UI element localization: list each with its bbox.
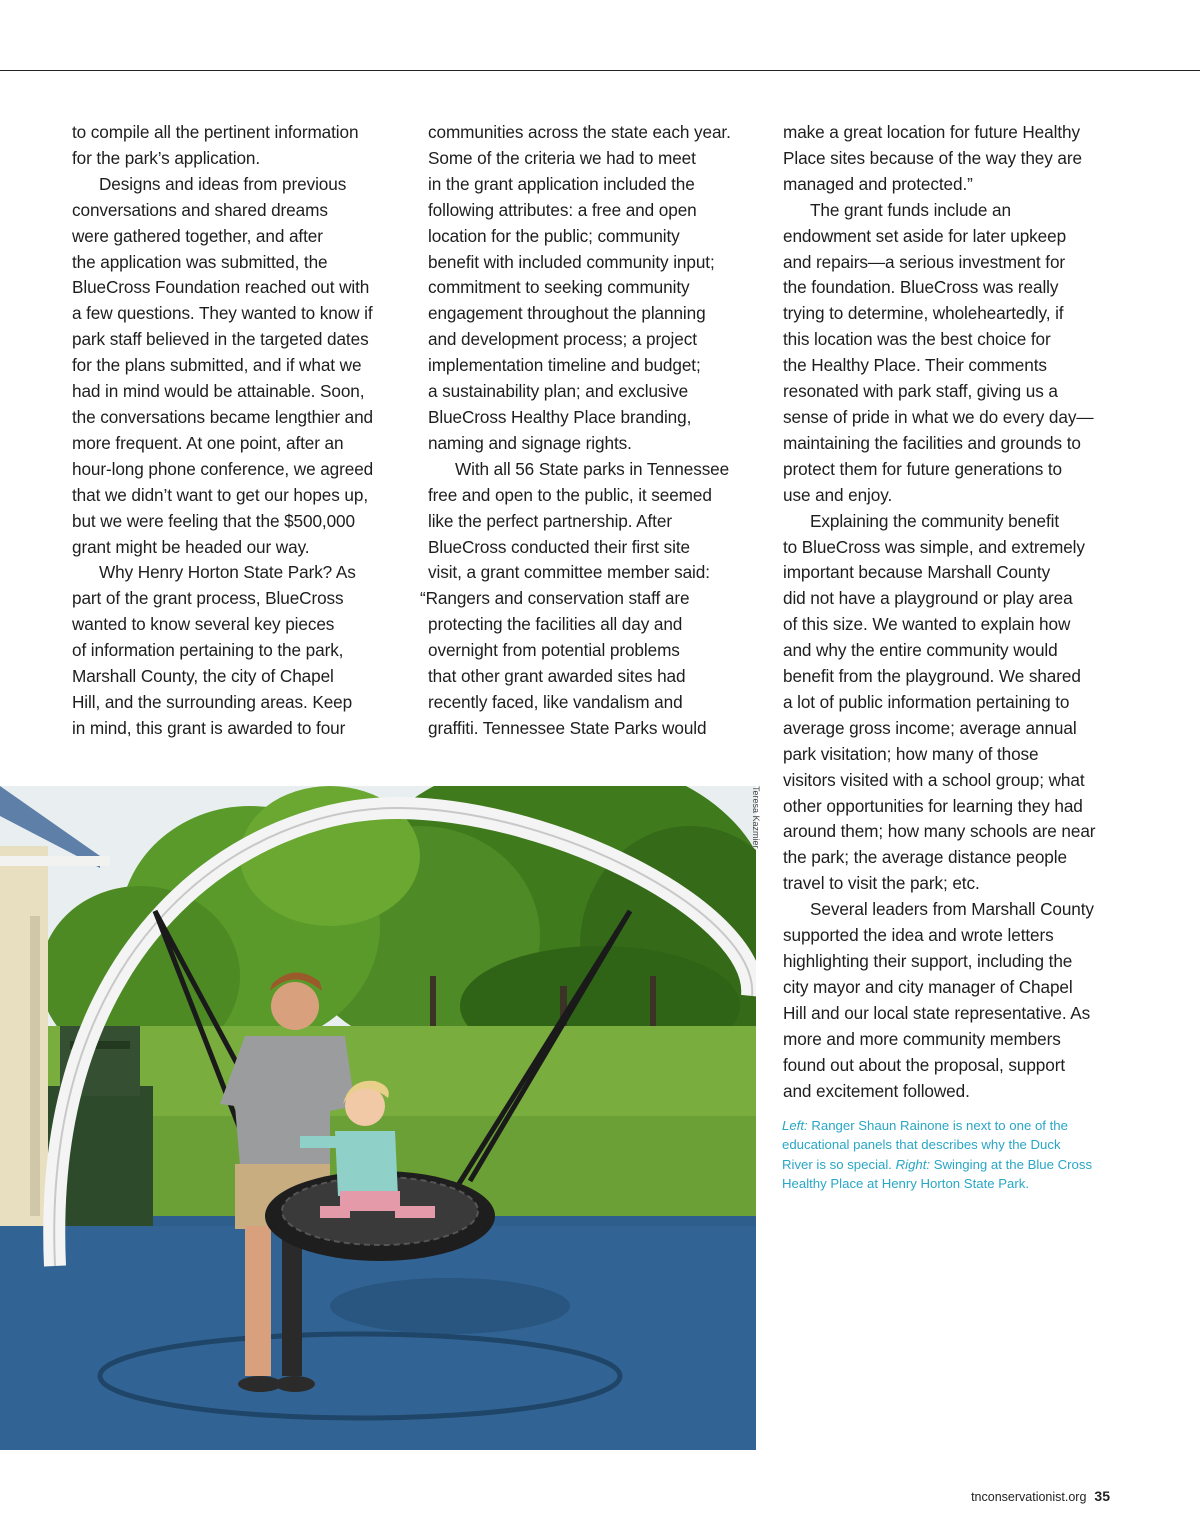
- text-line: Place sites because of the way they are: [783, 147, 1082, 168]
- text-line: a lot of public information pertaining to: [783, 691, 1070, 712]
- text-line: and why the entire community would: [783, 640, 1058, 661]
- text-line: engagement throughout the planning: [428, 303, 706, 324]
- top-rule: [0, 70, 1200, 71]
- article-column-1: [72, 120, 408, 742]
- photo-illustration: [0, 786, 756, 1450]
- text-line: more frequent. At one point, after an: [72, 432, 344, 453]
- page-number: 35: [1094, 1488, 1110, 1504]
- text-line: Why Henry Horton State Park? As: [99, 562, 356, 583]
- page-footer: [971, 1488, 1110, 1504]
- text-line: Explaining the community benefit: [810, 510, 1060, 531]
- text-line: that we didn’t want to get our hopes up,: [72, 484, 369, 505]
- text-line: protect them for future generations to: [783, 458, 1062, 479]
- text-line: make a great location for future Healthy: [783, 122, 1080, 142]
- text-line: “Rangers and conservation staff are: [420, 588, 690, 609]
- text-line: Several leaders from Marshall County: [810, 899, 1094, 920]
- text-line: overnight from potential problems: [428, 640, 680, 661]
- text-line: but we were feeling that the $500,000: [72, 510, 355, 531]
- text-line: the application was submitted, the: [72, 251, 328, 272]
- caption-line: [782, 1155, 1122, 1174]
- text-line: average gross income; average annual: [783, 717, 1077, 738]
- caption-left-label: Left:: [782, 1118, 808, 1133]
- text-line: the conversations became lengthier and: [72, 406, 373, 427]
- text-line: hour-long phone conference, we agreed: [72, 458, 374, 479]
- text-line: protecting the facilities all day and: [428, 614, 683, 635]
- text-line: found out about the proposal, support: [783, 1054, 1066, 1075]
- text-line: benefit with included community input;: [428, 251, 715, 272]
- text-line: had in mind would be attainable. Soon,: [72, 381, 365, 402]
- text-line: more and more community members: [783, 1028, 1061, 1049]
- caption-text: River is so special.: [782, 1156, 896, 1172]
- text-line: a few questions. They wanted to know if: [72, 303, 373, 324]
- caption-line: Healthy Place at Henry Horton State Park.: [782, 1175, 1030, 1191]
- article-column-2: [420, 120, 764, 742]
- text-line: travel to visit the park; etc.: [783, 873, 980, 894]
- text-line: park visitation; how many of those: [783, 743, 1039, 764]
- text-line: benefit from the playground. We shared: [783, 666, 1081, 687]
- text-line: the park; the average distance people: [783, 847, 1067, 868]
- text-line: grant might be headed our way.: [72, 536, 310, 557]
- text-line: for the plans submitted, and if what we: [72, 355, 362, 376]
- text-line: BlueCross conducted their first site: [428, 536, 690, 557]
- text-line: The grant funds include an: [810, 199, 1011, 220]
- text-line: that other grant awarded sites had: [428, 666, 686, 687]
- caption-line: [782, 1116, 1122, 1135]
- footer-site-link[interactable]: tnconservationist.org: [971, 1490, 1087, 1504]
- text-line: Some of the criteria we had to meet: [428, 147, 696, 168]
- text-line: maintaining the facilities and grounds to: [783, 432, 1081, 453]
- text-line: implementation timeline and budget;: [428, 355, 701, 376]
- text-line: BlueCross Foundation reached out with: [72, 277, 370, 298]
- text-line: important because Marshall County: [783, 562, 1051, 583]
- text-line: With all 56 State parks in Tennessee: [455, 458, 730, 479]
- text-line: did not have a playground or play area: [783, 588, 1073, 609]
- caption-right-label: Right:: [895, 1156, 931, 1172]
- text-line: and development process; a project: [428, 329, 697, 350]
- text-line: this location was the best choice for: [783, 329, 1051, 350]
- text-line: free and open to the public, it seemed: [428, 484, 712, 505]
- text-line: naming and signage rights.: [428, 432, 632, 453]
- caption-text: Ranger Shaun Rainone is next to one of the: [807, 1118, 1068, 1133]
- text-line: sense of pride in what we do every day—: [783, 406, 1094, 427]
- text-line: of this size. We wanted to explain how: [783, 614, 1071, 635]
- text-line: the foundation. BlueCross was really: [783, 277, 1059, 298]
- text-line: highlighting their support, including the: [783, 951, 1073, 971]
- text-line: Hill, and the surrounding areas. Keep: [72, 691, 353, 712]
- text-line: city mayor and city manager of Chapel: [783, 976, 1073, 997]
- text-line: visitors visited with a school group; what: [783, 769, 1085, 790]
- text-line: a sustainability plan; and exclusive: [428, 381, 689, 402]
- text-line: and repairs—a serious investment for: [783, 251, 1066, 272]
- text-line: Hill and our local state representative. As: [783, 1002, 1091, 1023]
- text-line: for the park’s application.: [72, 147, 261, 168]
- text-line: of information pertaining to the park,: [72, 640, 344, 661]
- text-line: communities across the state each year.: [428, 122, 731, 142]
- text-line: supported the idea and wrote letters: [783, 925, 1054, 946]
- text-line: were gathered together, and after: [72, 225, 323, 246]
- text-line: the Healthy Place. Their comments: [783, 355, 1047, 376]
- text-line: commitment to seeking community: [428, 277, 690, 298]
- text-line: conversations and shared dreams: [72, 199, 328, 220]
- text-line: like the perfect partnership. After: [428, 510, 672, 531]
- text-line: around them; how many schools are near: [783, 821, 1096, 842]
- text-line: in mind, this grant is awarded to four: [72, 717, 346, 738]
- text-line: trying to determine, wholeheartedly, if: [783, 303, 1064, 324]
- text-line: recently faced, like vandalism and: [428, 691, 683, 712]
- text-line: visit, a grant committee member said:: [428, 562, 710, 583]
- text-line: in the grant application included the: [428, 173, 695, 194]
- text-line: Marshall County, the city of Chapel: [72, 666, 334, 687]
- photo-credit-text: Teresa Kazmier: [751, 786, 761, 849]
- text-line: endowment set aside for later upkeep: [783, 225, 1067, 246]
- text-line: resonated with park staff, giving us a: [783, 381, 1058, 402]
- text-line: to compile all the pertinent information: [72, 122, 359, 142]
- text-line: and excitement followed.: [783, 1080, 970, 1101]
- text-line: park staff believed in the targeted dates: [72, 329, 369, 350]
- photo-credit: [747, 786, 761, 856]
- text-line: to BlueCross was simple, and extremely: [783, 536, 1085, 557]
- playground-swing-photo: [0, 786, 756, 1450]
- photo-caption: [782, 1116, 1122, 1193]
- text-line: BlueCross Healthy Place branding,: [428, 406, 692, 427]
- text-line: graffiti. Tennessee State Parks would: [428, 717, 707, 738]
- text-line: location for the public; community: [428, 225, 680, 246]
- caption-line: educational panels that describes why the Duck: [782, 1137, 1061, 1153]
- text-line: Designs and ideas from previous: [99, 173, 347, 194]
- text-line: other opportunities for learning they had: [783, 795, 1083, 816]
- article-column-3: [783, 120, 1128, 1104]
- caption-text: Swinging at the Blue Cross: [930, 1156, 1093, 1172]
- text-line: following attributes: a free and open: [428, 199, 697, 220]
- text-line: wanted to know several key pieces: [72, 614, 335, 635]
- text-line: use and enjoy.: [783, 484, 893, 505]
- text-line: managed and protected.”: [783, 173, 973, 194]
- text-line: part of the grant process, BlueCross: [72, 588, 344, 609]
